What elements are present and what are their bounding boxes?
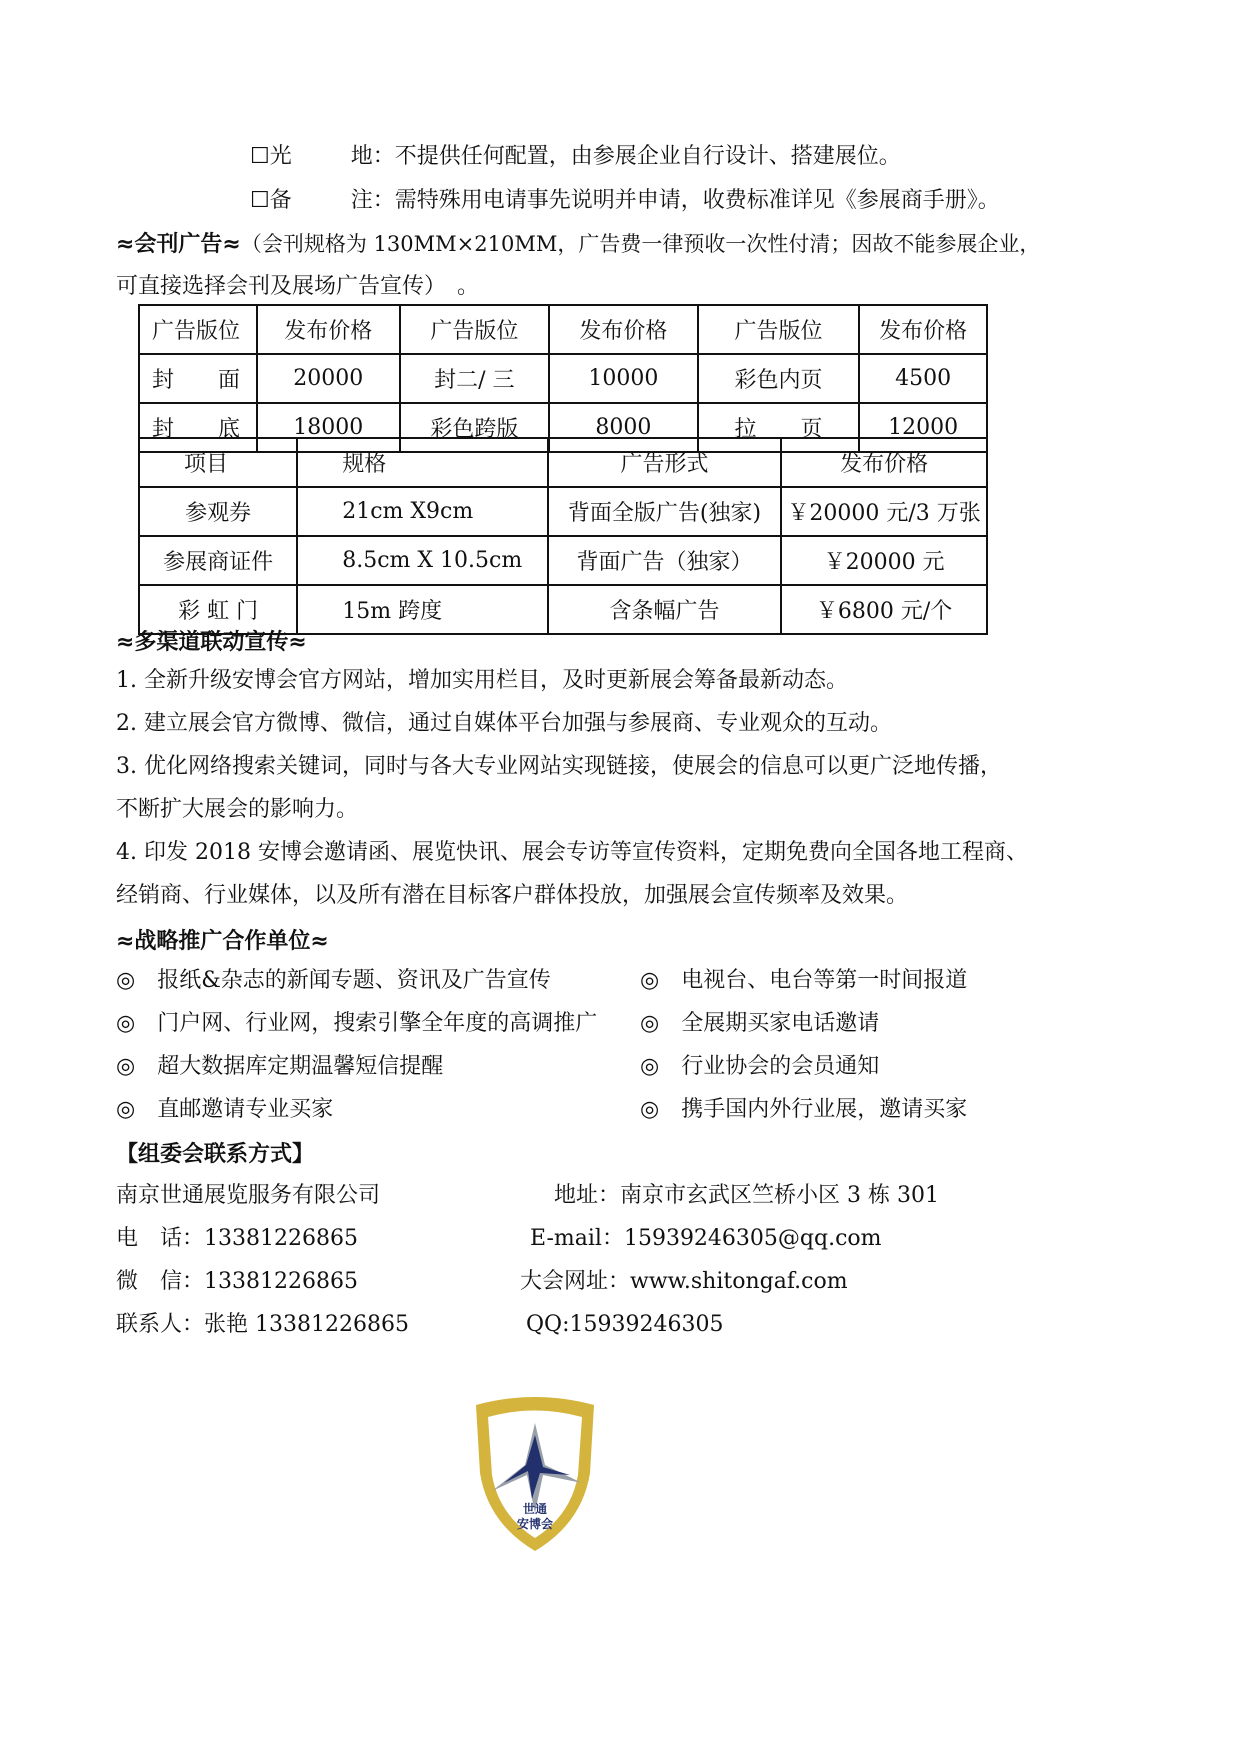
table-cell: 广告版位 (400, 305, 550, 354)
table-cell: 发布价格 (781, 438, 987, 487)
list-item: 经销商、行业媒体，以及所有潜在目标客户群体投放，加强展会宣传频率及效果。 (116, 883, 909, 908)
ad-price-table (138, 304, 988, 453)
table-cell: 广告版位 (139, 305, 257, 354)
note-remark: ☐备 注：需特殊用电请事先说明并申请，收费标准详见《参展商手册》。 (250, 188, 1000, 213)
table-cell: 15m 跨度 (297, 585, 548, 634)
list-item: 1. 全新升级安博会官方网站，增加实用栏目，及时更新展会筹备最新动态。 (116, 668, 848, 693)
contact-wechat: 微 信：13381226865 (116, 1269, 358, 1294)
svg-text:世通: 世通 (522, 1502, 548, 1516)
table-cell: 封二/ 三 (400, 354, 550, 403)
table-cell: 广告形式 (548, 438, 781, 487)
table-row (139, 487, 987, 536)
contact-qq: QQ:15939246305 (526, 1312, 724, 1337)
multichannel-heading: ≈多渠道联动宣传≈ (116, 630, 307, 655)
contact-website: 大会网址：www.shitongaf.com (520, 1269, 848, 1294)
table-cell: 拉 页 (698, 403, 860, 452)
table-cell: 8000 (549, 403, 698, 452)
table-cell: 背面全版广告(独家) (548, 487, 781, 536)
table-cell: 20000 (257, 354, 400, 403)
contact-phone: 电 话：13381226865 (116, 1226, 358, 1251)
note-light: ☐光 地：不提供任何配置，由参展企业自行设计、搭建展位。 (250, 144, 901, 169)
table-cell: 发布价格 (549, 305, 698, 354)
list-item: ◎ 电视台、电台等第一时间报道 (640, 968, 968, 993)
table-cell: 项目 (139, 438, 297, 487)
list-item: 4. 印发 2018 安博会邀请函、展览快讯、展会专访等宣传资料，定期免费向全国各地工程商、 (116, 840, 1028, 865)
ad-section-heading: ≈会刊广告≈（会刊规格为 130MM×210MM，广告费一律预收一次性付清；因故不能参展企业， (116, 232, 1041, 257)
table-cell: 彩色跨版 (400, 403, 550, 452)
table-cell: 12000 (859, 403, 987, 452)
table-cell: 广告版位 (698, 305, 860, 354)
table-cell: ￥20000 元/3 万张 (781, 487, 987, 536)
partners-heading: ≈战略推广合作单位≈ (116, 929, 329, 954)
table-cell: 10000 (549, 354, 698, 403)
list-item: ◎ 行业协会的会员通知 (640, 1054, 880, 1079)
table-cell: 规格 (297, 438, 548, 487)
list-item: ◎ 门户网、行业网，搜索引擎全年度的高调推广 (116, 1011, 598, 1036)
contact-heading: 【组委会联系方式】 (116, 1142, 315, 1167)
table-cell: ￥20000 元 (781, 536, 987, 585)
table-cell: 含条幅广告 (548, 585, 781, 634)
logo-shield (470, 1395, 600, 1555)
table-row (139, 354, 987, 403)
table-cell: 发布价格 (257, 305, 400, 354)
table-cell: 封 底 (139, 403, 257, 452)
ad-section-desc: 可直接选择会刊及展场广告宣传） 。 (116, 274, 480, 299)
onsite-ad-table (138, 437, 988, 635)
table-cell: 背面广告（独家） (548, 536, 781, 585)
contact-email: E-mail：15939246305@qq.com (530, 1226, 882, 1251)
table-cell: 8.5cm X 10.5cm (297, 536, 548, 585)
table-cell: ￥6800 元/个 (781, 585, 987, 634)
table-cell: 彩 虹 门 (139, 585, 297, 634)
list-item: ◎ 全展期买家电话邀请 (640, 1011, 880, 1036)
table-cell: 封 面 (139, 354, 257, 403)
list-item: ◎ 直邮邀请专业买家 (116, 1097, 334, 1122)
contact-company: 南京世通展览服务有限公司 (116, 1183, 381, 1208)
table-row (139, 305, 987, 354)
svg-text:安博会: 安博会 (516, 1517, 554, 1531)
table-cell: 参观券 (139, 487, 297, 536)
list-item: 2. 建立展会官方微博、微信，通过自媒体平台加强与参展商、专业观众的互动。 (116, 711, 892, 736)
list-item: ◎ 报纸&杂志的新闻专题、资讯及广告宣传 (116, 968, 551, 993)
table-cell: 21cm X9cm (297, 487, 548, 536)
table-row (139, 438, 987, 487)
list-item: 不断扩大展会的影响力。 (116, 797, 359, 822)
table-cell: 4500 (859, 354, 987, 403)
contact-person: 联系人：张艳 13381226865 (116, 1312, 409, 1337)
table-row (139, 536, 987, 585)
table-cell: 发布价格 (859, 305, 987, 354)
list-item: ◎ 超大数据库定期温馨短信提醒 (116, 1054, 444, 1079)
list-item: 3. 优化网络搜索关键词，同时与各大专业网站实现链接，使展会的信息可以更广泛地传播， (116, 754, 1002, 779)
table-cell: 彩色内页 (698, 354, 860, 403)
table-cell: 参展商证件 (139, 536, 297, 585)
contact-address: 地址：南京市玄武区竺桥小区 3 栋 301 (554, 1183, 939, 1208)
list-item: ◎ 携手国内外行业展，邀请买家 (640, 1097, 968, 1122)
table-cell: 18000 (257, 403, 400, 452)
